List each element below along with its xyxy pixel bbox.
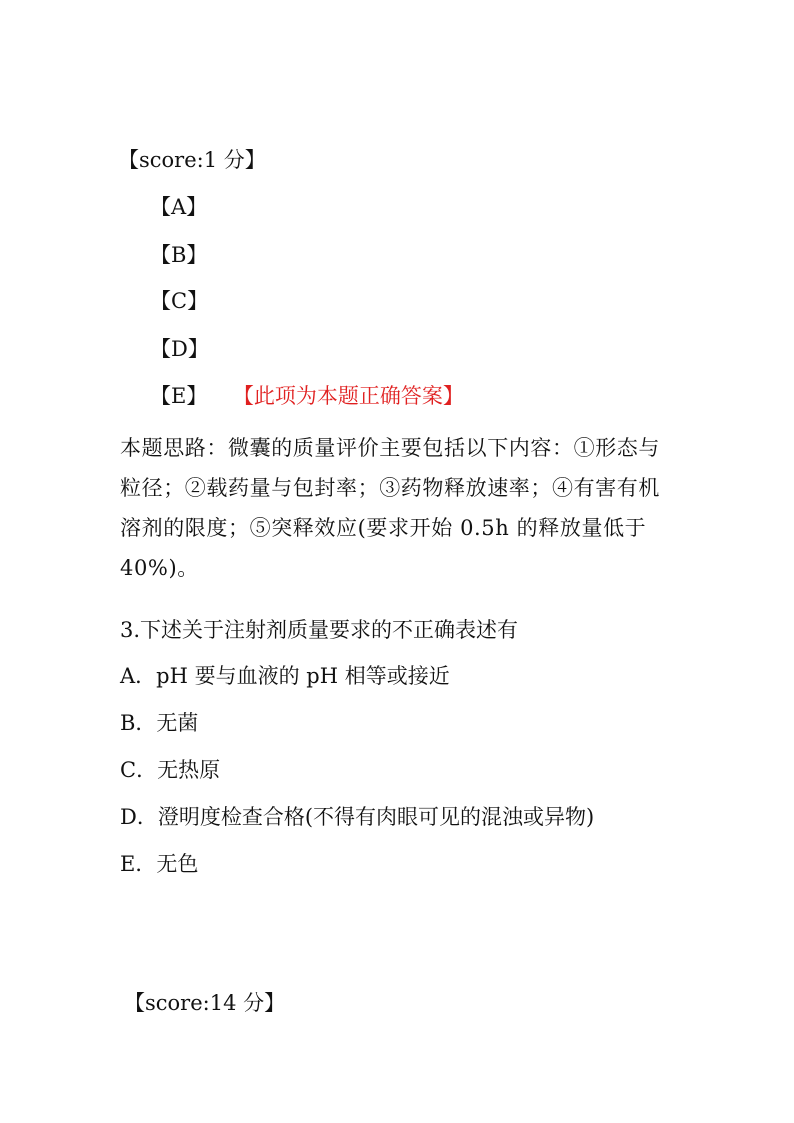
score-label-2: 【score:14 分】 — [124, 991, 286, 1015]
option-b: 【B】 — [150, 243, 208, 267]
question-3-stem: 3.下述关于注射剂质量要求的不正确表述有 — [120, 618, 519, 642]
score-label-1: 【score:1 分】 — [118, 148, 266, 172]
option-e: 【E】 — [150, 384, 208, 408]
question-3-choice-b: B．无菌 — [120, 711, 199, 735]
option-d: 【D】 — [150, 337, 209, 361]
question-3-choice-d: D．澄明度检查合格(不得有肉眼可见的混浊或异物) — [120, 805, 595, 829]
option-c: 【C】 — [150, 289, 209, 313]
question-3-choice-a: A．pH 要与血液的 pH 相等或接近 — [120, 664, 450, 688]
question-3-choice-e: E．无色 — [120, 852, 199, 876]
question-3-choice-c: C．无热原 — [120, 758, 221, 782]
explanation-paragraph: 本题思路：微囊的质量评价主要包括以下内容：①形态与粒径；②载药量与包封率；③药物释放速率；④有害有机溶剂的限度；⑤突释效应(要求开始 0.5h 的释放量低于 40%)。 — [120, 436, 660, 580]
correct-answer-note: 【此项为本题正确答案】 — [243, 384, 464, 408]
option-a: 【A】 — [150, 195, 208, 219]
option-e-row — [150, 382, 464, 410]
